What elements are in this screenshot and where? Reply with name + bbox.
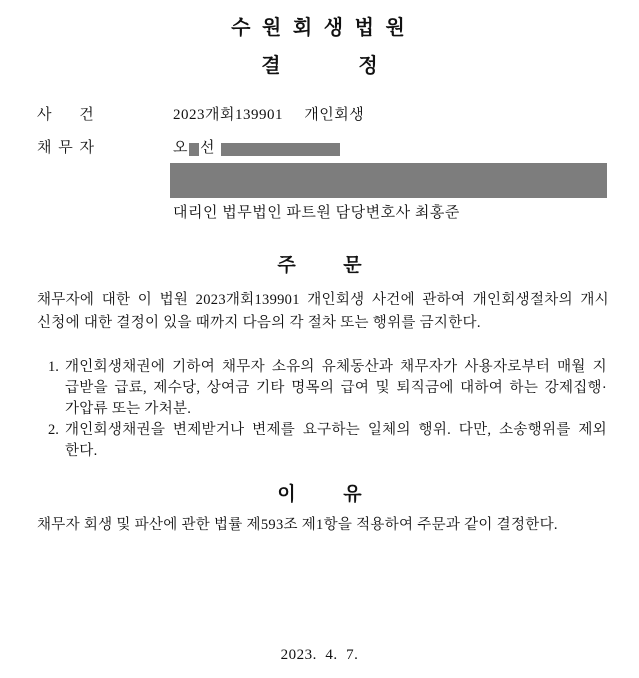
order-item-2-number: 2.	[48, 422, 59, 438]
order-items-list	[48, 357, 607, 462]
decision-date: 2023. 4. 7.	[280, 647, 359, 663]
case-number-value: 2023개회139901 개인회생	[173, 107, 365, 123]
debtor-name-line	[173, 140, 340, 157]
redaction-block-name-middle	[189, 143, 199, 156]
reason-paragraph: 채무자 회생 및 파산에 관한 법률 제593조 제1항을 적용하여 주문과 같이 결정한다.	[37, 517, 558, 533]
order-section-heading: 주 문	[277, 255, 362, 276]
decision-title: 결 정	[261, 55, 378, 77]
order-item-1-text: 개인회생채권에 기하여 채무자 소유의 유체동산과 채무자가 사용자로부터 매월 지 급받을 급료, 제수당, 상여금 기타 명목의 급여 및 퇴직금에 대하여 하는 강제집행· 가압류 또는 가처분.	[65, 359, 607, 417]
debtor-name-last: 선	[200, 140, 215, 156]
court-name-title: 수 원 회 생 법 원	[231, 17, 408, 39]
redaction-block-address	[170, 163, 607, 198]
order-item-1-number: 1.	[48, 359, 59, 375]
reason-section-heading: 이 유	[277, 484, 362, 505]
debtor-label: 채 무 자	[37, 140, 96, 156]
attorney-line: 대리인 법무법인 파트원 담당변호사 최홍준	[173, 205, 460, 221]
order-intro-paragraph: 채무자에 대한 이 법원 2023개회139901 개인회생 사건에 관하여 개인회생절차의 개시 신청에 대한 결정이 있을 때까지 다음의 각 절차 또는 행위를 금지한다.	[37, 292, 609, 331]
order-item-2-text: 개인회생채권을 변제받거나 변제를 요구하는 일체의 행위. 다만, 소송행위를 제외 한다.	[65, 422, 607, 459]
redaction-block-name-identifier	[221, 143, 340, 156]
order-item-2	[48, 420, 607, 462]
order-item-1	[48, 357, 607, 420]
debtor-name-first: 오	[173, 140, 188, 156]
case-number-label: 사 건	[37, 107, 96, 123]
